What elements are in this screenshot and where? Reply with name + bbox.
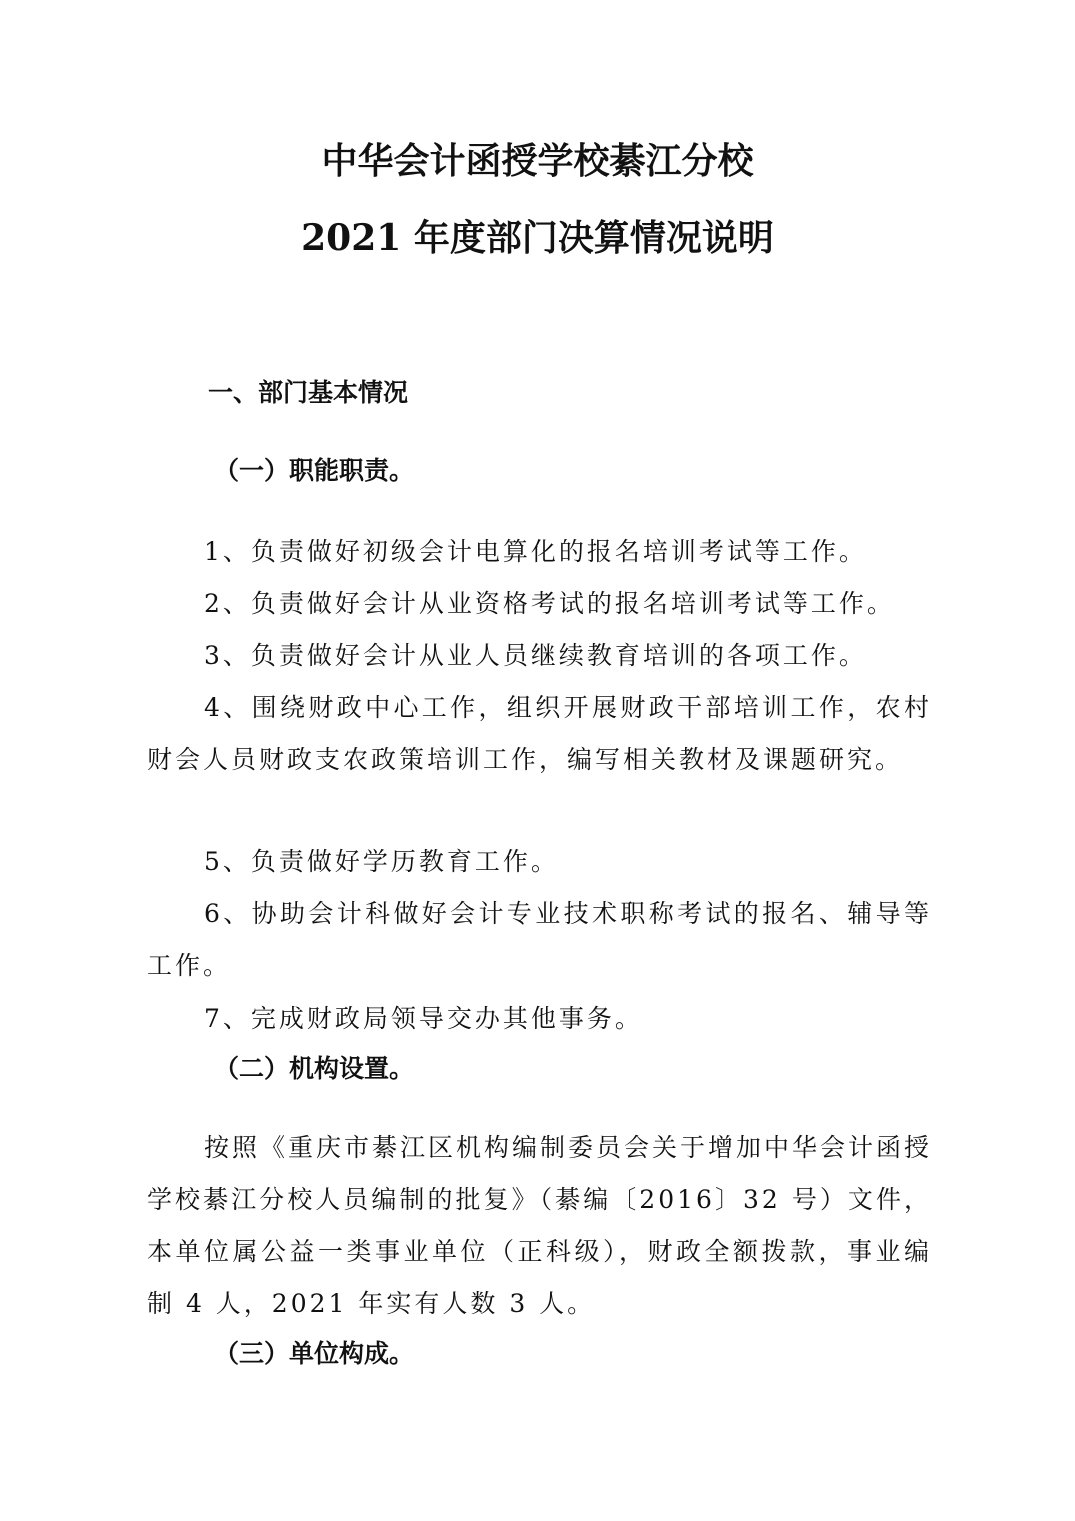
- subsection-heading-composition: （三）单位构成。: [214, 1339, 415, 1368]
- duty-item: 5、负责做好学历教育工作。: [204, 847, 559, 876]
- duty-item: 4、围绕财政中心工作，组织开展财政干部培训工作，农村财会人员财政支农政策培训工作，编写相关教材及课题研究。: [147, 693, 932, 774]
- subsection-heading-duties: （一）职能职责。: [214, 456, 415, 485]
- document-subtitle: 2021 年度部门决算情况说明: [301, 217, 774, 259]
- document-title: 中华会计函授学校綦江分校: [321, 140, 754, 182]
- duty-item: 6、协助会计科做好会计专业技术职称考试的报名、辅导等工作。: [147, 899, 932, 980]
- duty-item: 3、负责做好会计从业人员继续教育培训的各项工作。: [204, 641, 867, 670]
- duty-item: 7、完成财政局领导交办其他事务。: [204, 1004, 643, 1033]
- duty-item: 2、负责做好会计从业资格考试的报名培训考试等工作。: [204, 589, 895, 618]
- duty-item: 1、负责做好初级会计电算化的报名培训考试等工作。: [204, 537, 867, 566]
- section-heading-basic-info: 一、部门基本情况: [208, 378, 409, 407]
- organization-paragraph: 按照《重庆市綦江区机构编制委员会关于增加中华会计函授学校綦江分校人员编制的批复》（綦编〔2016〕32 号）文件，本单位属公益一类事业单位（正科级），财政全额拨款，事业编制 4 人，2021 年实有人数 3 人。: [147, 1133, 933, 1318]
- subsection-heading-organization: （二）机构设置。: [214, 1054, 415, 1083]
